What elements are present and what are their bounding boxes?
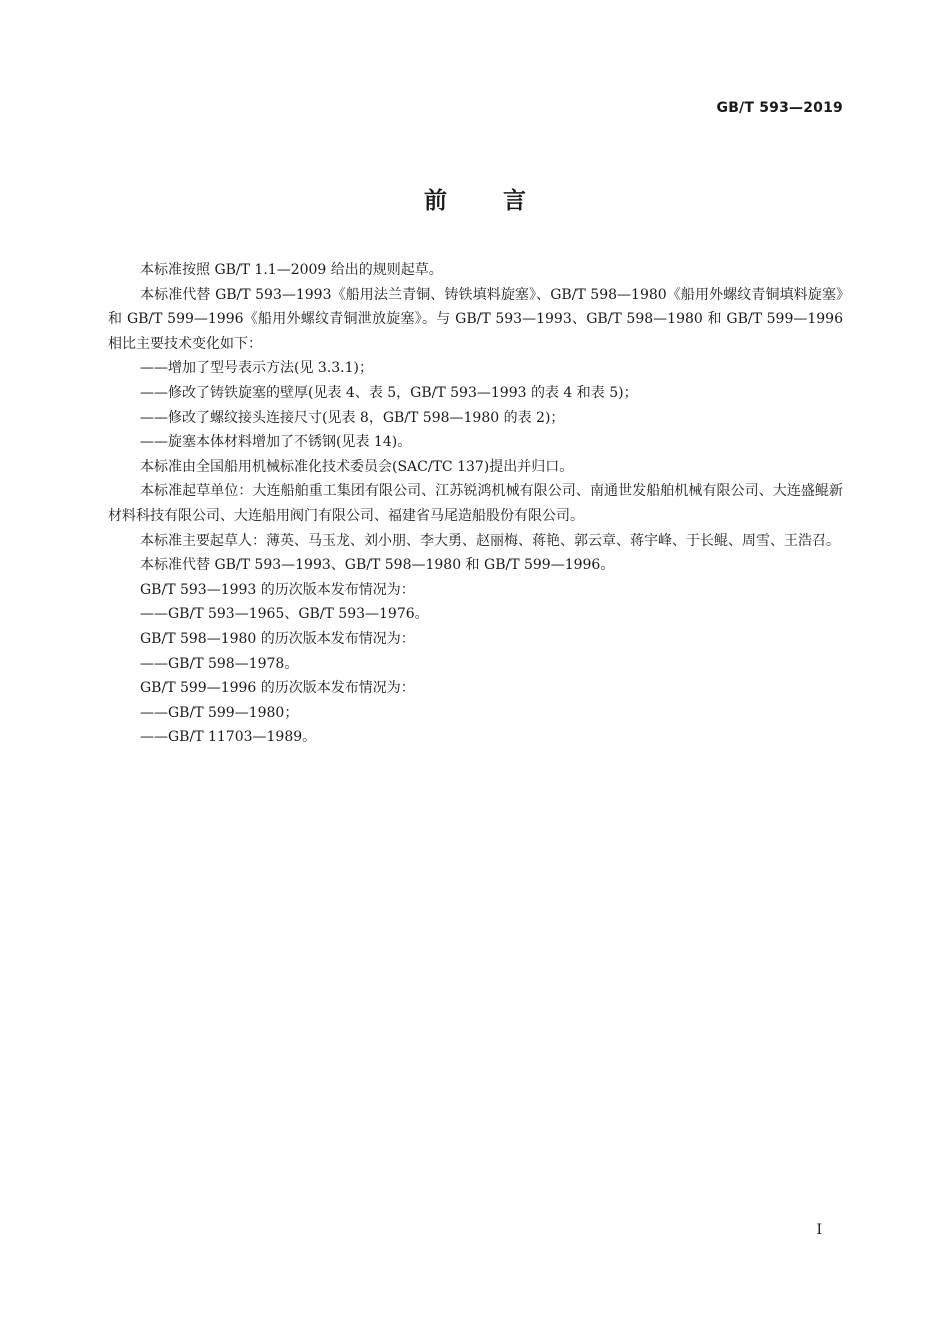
- paragraph-drafting-units: 本标准起草单位：大连船舶重工集团有限公司、江苏锐鸿机械有限公司、南通世发船舶机械有限公司、大连盛鲲新材料科技有限公司、大连船用阀门有限公司、福建省马尾造船股份有限公司。: [108, 483, 843, 524]
- history-item-599-1980: ——GB/T 599—1980；: [140, 704, 299, 721]
- history-item-598: ——GB/T 598—1978。: [140, 655, 299, 672]
- change-item-wall-thickness: ——修改了铸铁旋塞的壁厚(见表 4、表 5，GB/T 593—1993 的表 4 和表 5)；: [140, 384, 638, 401]
- history-heading-599: GB/T 599—1996 的历次版本发布情况为：: [140, 680, 415, 697]
- history-item-11703: ——GB/T 11703—1989。: [140, 729, 317, 746]
- standard-code: GB/T 593—2019: [716, 100, 843, 116]
- page-number: I: [816, 1222, 822, 1238]
- history-heading-598: GB/T 598—1980 的历次版本发布情况为：: [140, 630, 415, 647]
- paragraph-drafters: 本标准主要起草人：薄英、马玉龙、刘小朋、李大勇、赵丽梅、蒋艳、郭云章、蒋宇峰、于长鲲、周雪、王浩召。: [140, 532, 840, 549]
- paragraph-replaces-summary: 本标准代替 GB/T 593—1993、GB/T 598—1980 和 GB/T 599—1996。: [140, 557, 615, 574]
- change-item-model-designation: ——增加了型号表示方法(见 3.3.1)；: [140, 360, 373, 377]
- change-item-thread-connection: ——修改了螺纹接头连接尺寸(见表 8，GB/T 598—1980 的表 2)；: [140, 409, 565, 426]
- change-item-stainless-steel: ——旋塞本体材料增加了不锈钢(见表 14)。: [140, 434, 412, 451]
- history-heading-593: GB/T 593—1993 的历次版本发布情况为：: [140, 581, 415, 598]
- preface-body: [108, 258, 843, 750]
- paragraph-proposed-by: 本标准由全国船用机械标准化技术委员会(SAC/TC 137)提出并归口。: [140, 458, 574, 475]
- paragraph-replaces-standards: 本标准代替 GB/T 593—1993《船用法兰青铜、铸铁填料旋塞》、GB/T 598—1980《船用外螺纹青铜填料旋塞》和 GB/T 599—1996《船用外螺纹青铜泄放旋塞》。与 GB/T 593—1993、GB/T 598—1980 和 GB/T 599—1996 相比主要技术变化如下：: [108, 286, 843, 352]
- paragraph-drafting-rules: 本标准按照 GB/T 1.1—2009 给出的规则起草。: [140, 262, 443, 278]
- history-item-593: ——GB/T 593—1965、GB/T 593—1976。: [140, 606, 429, 623]
- page-title: 前言: [424, 188, 582, 214]
